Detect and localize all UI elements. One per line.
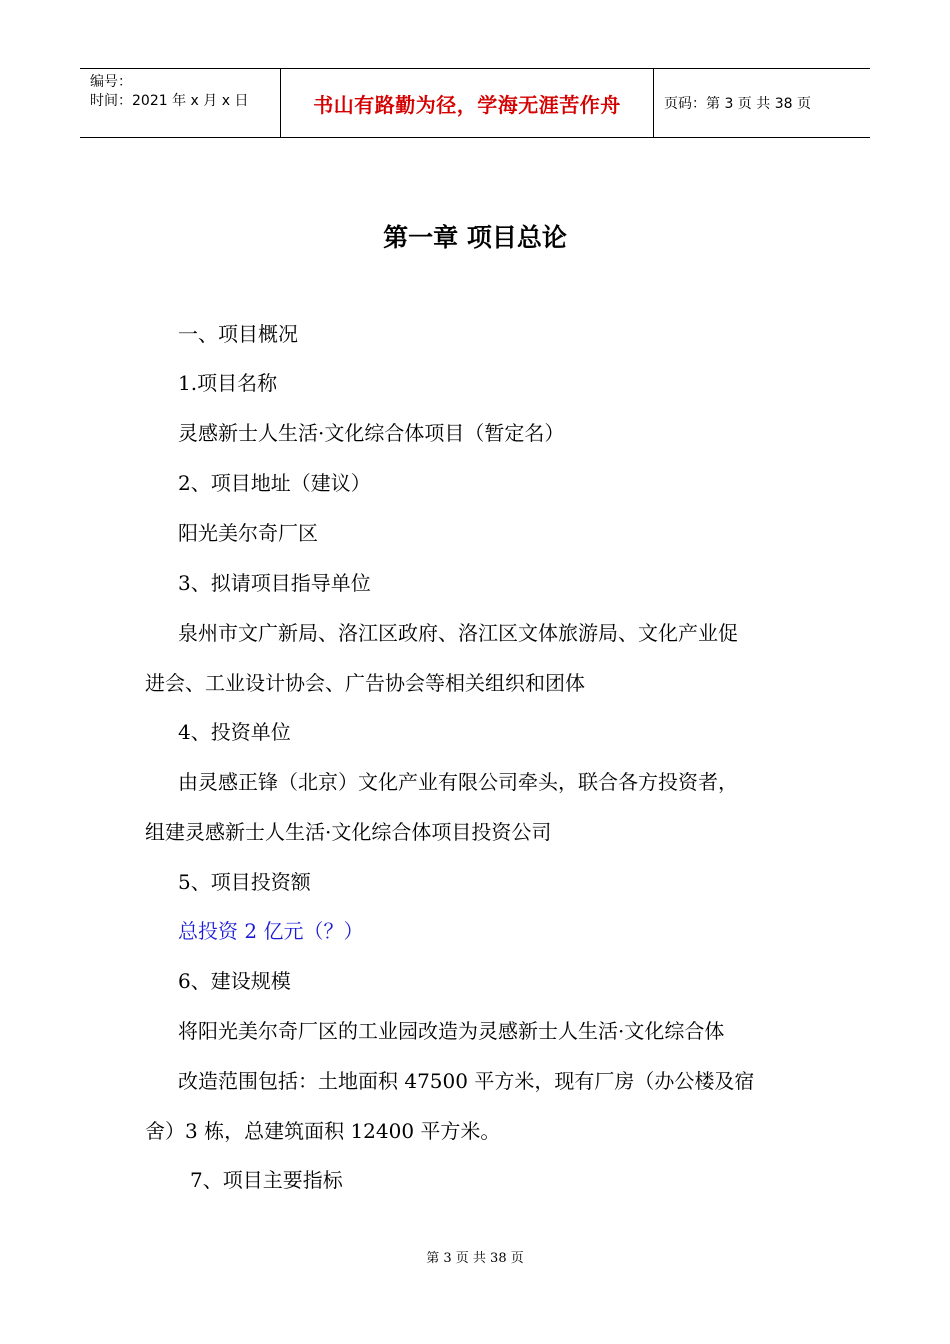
- project-name-text: 灵感新士人生活·文化综合体项目（暂定名）: [178, 421, 565, 445]
- scale-text-line3: 舍）3 栋，总建筑面积 12400 平方米。: [145, 1119, 501, 1143]
- project-address-text: 阳光美尔奇厂区: [178, 521, 318, 545]
- item-heading-scale: 6、建设规模: [178, 969, 291, 993]
- section-heading-overview: 一、项目概况: [178, 322, 298, 346]
- investor-text-line2: 组建灵感新士人生活·文化综合体项目投资公司: [145, 820, 552, 844]
- document-date-label: 时间：2021 年 x 月 x 日: [90, 93, 249, 109]
- item-heading-guidance: 3、拟请项目指导单位: [178, 571, 371, 595]
- scale-text-line1: 将阳光美尔奇厂区的工业园改造为灵感新士人生活·文化综合体: [178, 1019, 725, 1043]
- item-heading-indicators: 7、项目主要指标: [190, 1168, 343, 1192]
- header-meta-cell: [80, 69, 281, 137]
- item-heading-address: 2、项目地址（建议）: [178, 471, 371, 495]
- header-motto-cell: [281, 69, 654, 137]
- header-table: [80, 68, 870, 138]
- page-footer: 第 3 页 共 38 页: [426, 1251, 524, 1266]
- item-heading-investor: 4、投资单位: [178, 720, 291, 744]
- scale-text-line2: 改造范围包括：土地面积 47500 平方米，现有厂房（办公楼及宿: [178, 1069, 755, 1093]
- document-number-label: 编号：: [90, 74, 132, 90]
- investor-text-line1: 由灵感正锋（北京）文化产业有限公司牵头，联合各方投资者，: [178, 770, 738, 794]
- guidance-units-text-line2: 进会、工业设计协会、广告协会等相关组织和团体: [145, 671, 585, 695]
- header-page-label: 页码：第 3 页 共 38 页: [664, 96, 811, 112]
- investment-amount-text: 总投资 2 亿元（？）: [178, 919, 364, 943]
- guidance-units-text-line1: 泉州市文广新局、洛江区政府、洛江区文体旅游局、文化产业促: [178, 621, 738, 645]
- chapter-title: 第一章 项目总论: [383, 223, 567, 252]
- header-motto: 书山有路勤为径，学海无涯苦作舟: [313, 92, 621, 117]
- item-heading-investment: 5、项目投资额: [178, 870, 311, 894]
- item-heading-name: 1.项目名称: [178, 371, 278, 395]
- header-page-cell: [654, 69, 870, 137]
